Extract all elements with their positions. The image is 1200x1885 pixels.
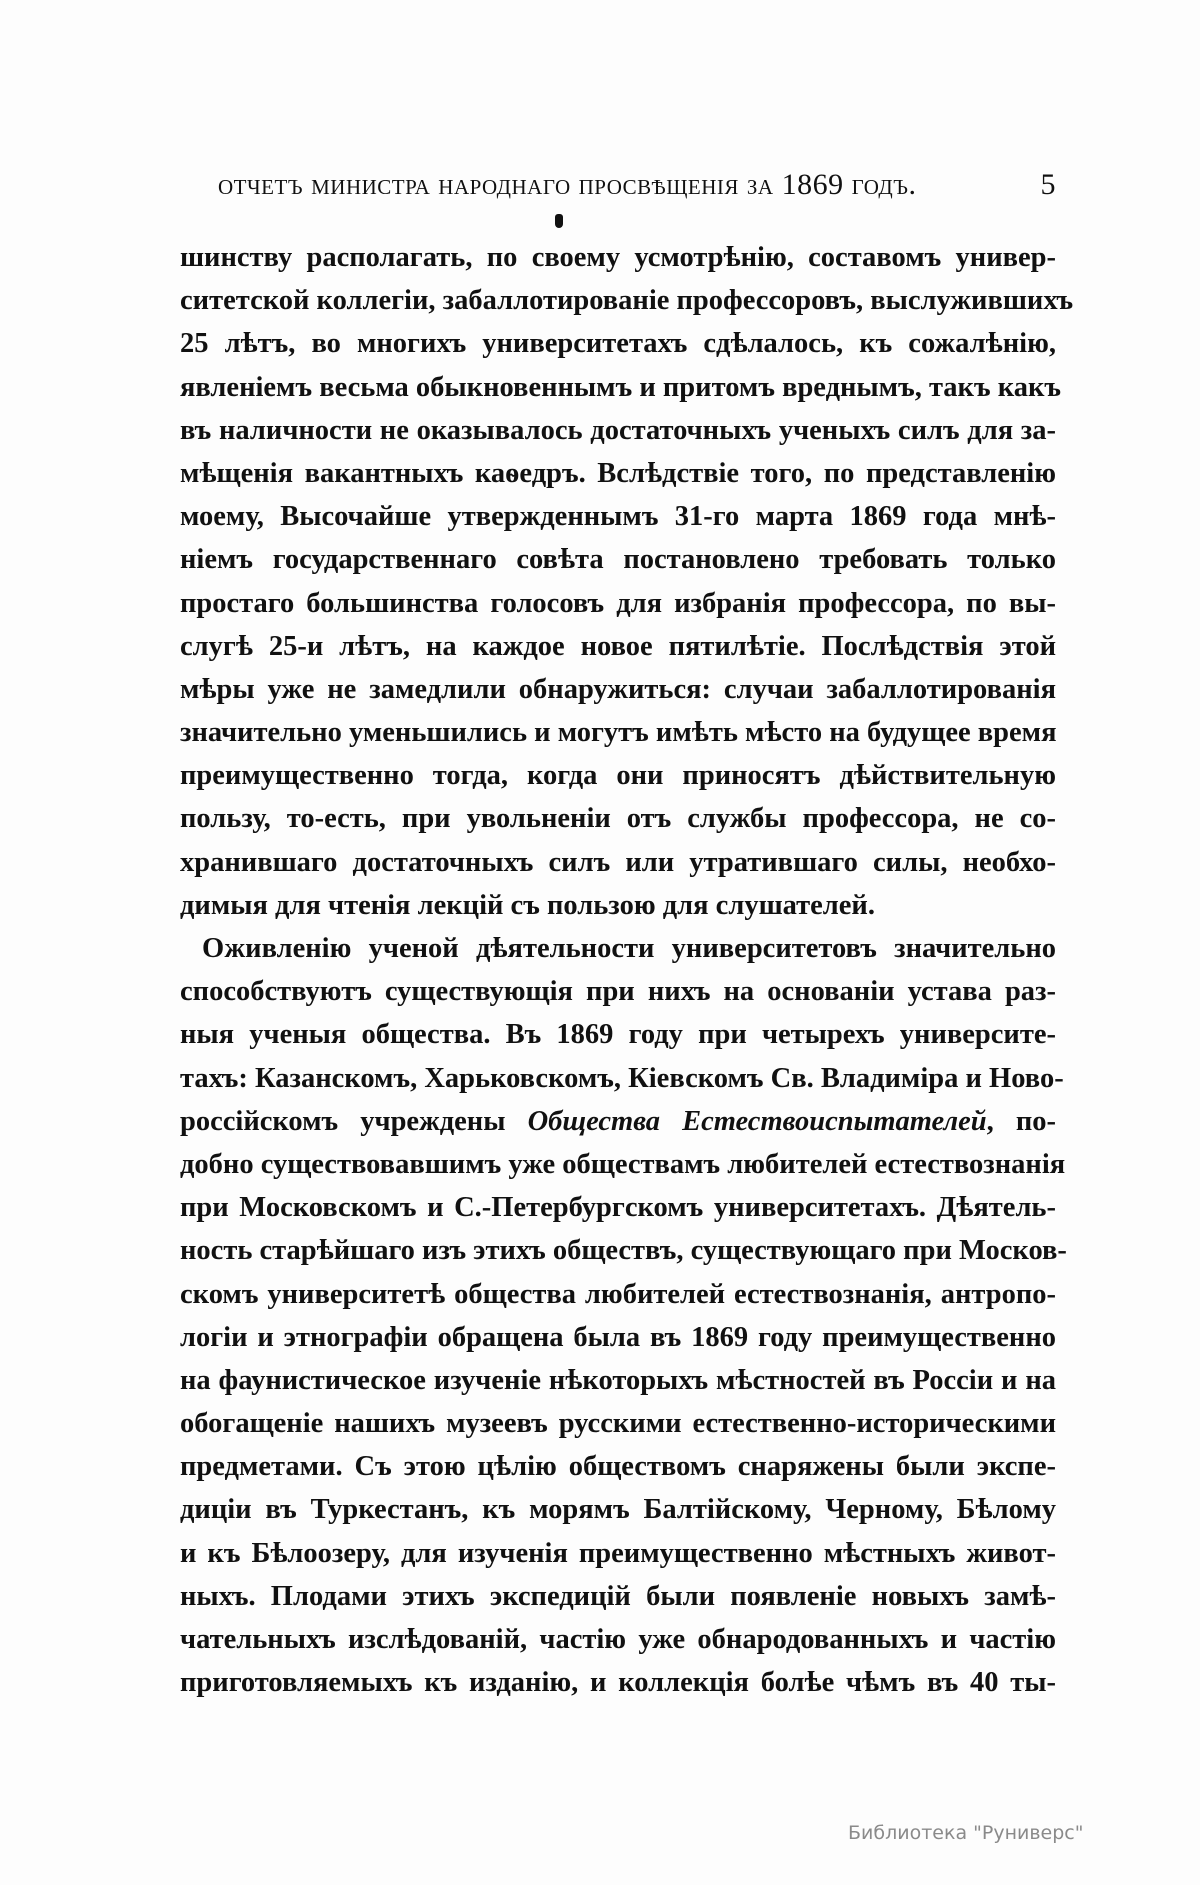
text-line: мѣщенія вакантныхъ каѳедръ. Вслѣдствіе того, по представленію <box>180 457 1056 489</box>
ink-mark <box>555 214 563 228</box>
text-line: 25 лѣтъ, во многихъ университетахъ сдѣлалось, къ сожалѣнію, <box>180 328 1056 360</box>
text-line: тахъ: Казанскомъ, Харьковскомъ, Кіевскомъ Св. Владиміра и Ново- <box>180 1062 1064 1094</box>
text-line: предметами. Съ этою цѣлію обществомъ снаряжены были экспе- <box>180 1451 1056 1483</box>
text-line: чательныхъ изслѣдованій, частію уже обнародованныхъ и частію <box>180 1624 1056 1655</box>
text-line: диціи въ Туркестанъ, къ морямъ Балтійскому, Черному, Бѣлому <box>180 1494 1056 1526</box>
text-line: мѣры уже не замедлили обнаружиться: случаи забаллотированія <box>180 673 1056 705</box>
text-line: ныхъ. Плодами этихъ экспедицій были появленіе новыхъ замѣ- <box>180 1580 1056 1612</box>
text-line: при Московскомъ и С.-Петербургскомъ университетахъ. Дѣятель- <box>180 1192 1056 1224</box>
text-line: ніемъ государственнаго совѣта постановлено требовать только <box>180 544 1056 576</box>
text-segment: россійскомъ учреждены <box>180 1105 528 1137</box>
text-line: добно существовавшимъ уже обществамъ любителей естествознанія <box>180 1148 1066 1180</box>
text-line: ныя ученыя общества. Въ 1869 году при четырехъ университе- <box>180 1019 1056 1051</box>
text-line: моему, Высочайше утвержденнымъ 31-го марта 1869 года мнѣ- <box>180 501 1056 533</box>
text-line: на фаунистическое изученіе нѣкоторыхъ мѣстностей въ Россіи и на <box>180 1364 1056 1396</box>
text-line: ситетской коллегіи, забаллотированіе профессоровъ, выслужившихъ <box>180 285 1074 317</box>
text-line: простаго большинства голосовъ для избранія профессора, по вы- <box>180 587 1056 619</box>
text-line: димыя для чтенія лекцій съ пользою для слушателей. <box>180 889 875 921</box>
text-line: приготовляемыхъ къ изданію, и коллекція болѣе чѣмъ въ 40 ты- <box>180 1667 1056 1699</box>
text-line <box>180 1100 1056 1143</box>
text-line: слугѣ 25-и лѣтъ, на каждое новое пятилѣтіе. Послѣдствія этой <box>180 630 1056 662</box>
running-header <box>218 168 1056 202</box>
text-line: и къ Бѣлоозеру, для изученія преимущественно мѣстныхъ живот- <box>180 1537 1056 1569</box>
text-line: Оживленію ученой дѣятельности университетовъ значительно <box>202 933 1056 964</box>
text-segment: , по- <box>986 1105 1056 1137</box>
text-line: ность старѣйшаго изъ этихъ обществъ, существующаго при Москов- <box>180 1235 1067 1267</box>
text-line: скомъ университетѣ общества любителей естествознанія, антропо- <box>180 1278 1056 1310</box>
page-body-text <box>180 236 1074 1704</box>
running-title: отчетъ министра народнаго просвѣщенія за 1869 годъ. <box>218 168 917 201</box>
text-line: явленіемъ весьма обыкновеннымъ и притомъ вреднымъ, такъ какъ <box>180 371 1061 403</box>
text-line: хранившаго достаточныхъ силъ или утратившаго силы, необхо- <box>180 846 1056 878</box>
text-line: пользу, то-есть, при увольненіи отъ службы профессора, не со- <box>180 803 1056 835</box>
italic-society-name: Общества Естествоиспытателей <box>527 1105 987 1137</box>
text-line: въ наличности не оказывалось достаточныхъ ученыхъ силъ для за- <box>180 414 1056 446</box>
page-number: 5 <box>1040 168 1056 201</box>
text-line: значительно уменьшились и могутъ имѣть мѣсто на будущее время <box>180 717 1057 749</box>
text-line: преимущественно тогда, когда они приносятъ дѣйствительную <box>180 760 1056 792</box>
library-watermark: Библиотека "Руниверс" <box>848 1822 1084 1844</box>
text-line: обогащеніе нашихъ музеевъ русскими естественно-историческими <box>180 1408 1056 1440</box>
text-line: способствуютъ существующія при нихъ на основаніи устава раз- <box>180 976 1056 1008</box>
text-line: шинству располагать, по своему усмотрѣнію, составомъ универ- <box>180 242 1056 273</box>
text-line: логіи и этнографіи обращена была въ 1869 году преимущественно <box>180 1321 1056 1353</box>
